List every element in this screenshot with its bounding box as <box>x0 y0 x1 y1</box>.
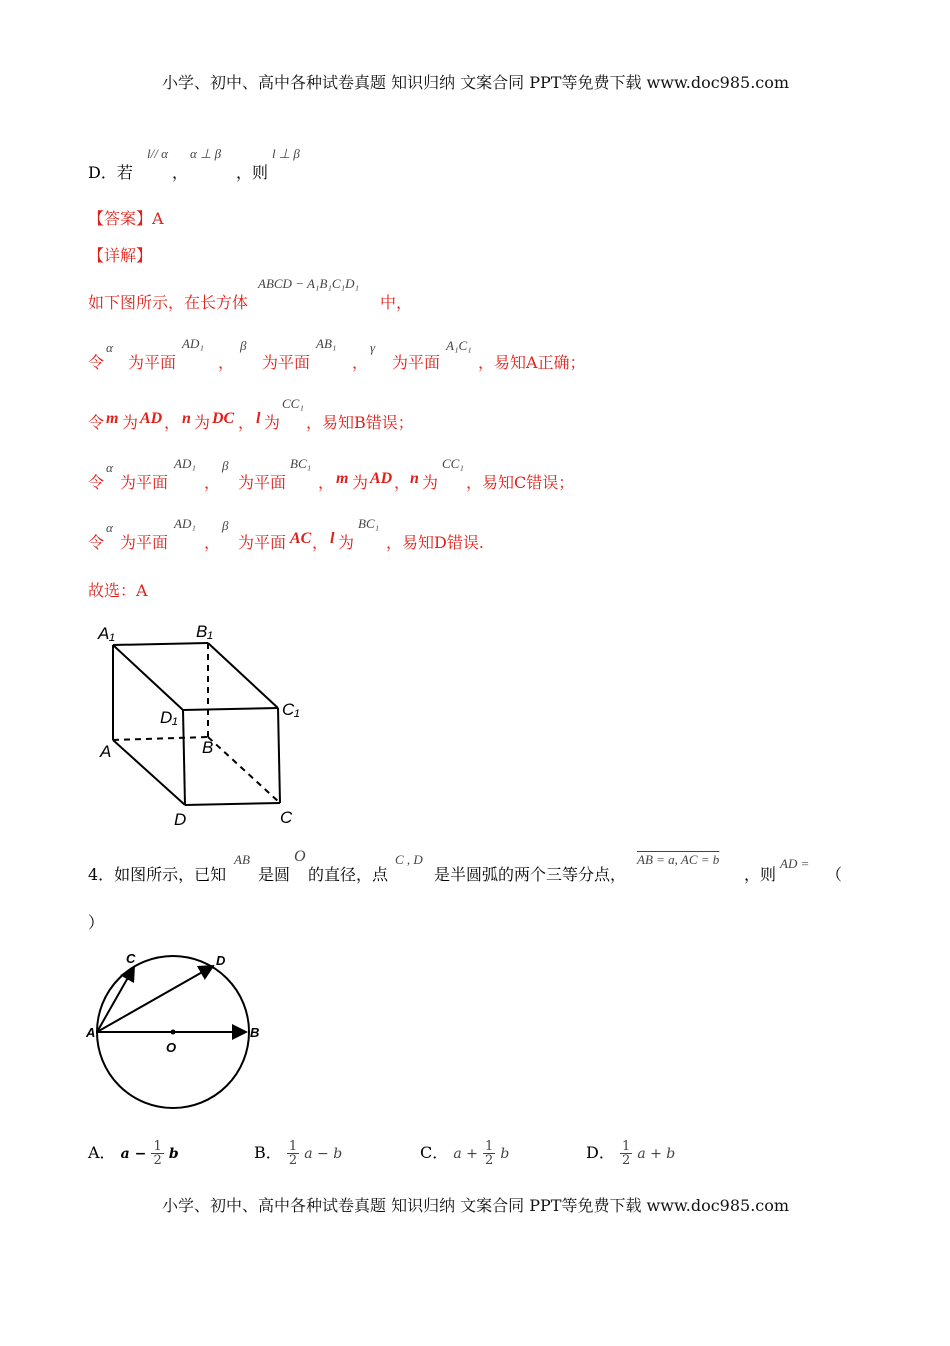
line3-t2: 为 <box>122 413 139 432</box>
choose-line: 故选：A <box>88 581 148 600</box>
line4-t5: ， <box>318 473 335 492</box>
line5-t2: 为平面 <box>120 533 169 552</box>
edge-a1-b1 <box>113 643 208 645</box>
edge-d1-c1 <box>183 708 278 710</box>
line4-t3: ， <box>204 473 221 492</box>
line5-t1: 令 <box>88 533 105 552</box>
line3-t6: 为 <box>264 413 281 432</box>
line5-t4: 为平面 <box>238 533 287 552</box>
line5-beta: β <box>222 518 229 533</box>
edge-d1-d <box>183 710 185 805</box>
line2-alpha: α <box>106 340 113 355</box>
label-a1: A₁ <box>98 624 115 643</box>
cuboid-figure <box>90 615 320 835</box>
detail-line-1-math: ABCD − A₁B₁C₁D₁ <box>258 276 359 291</box>
line2-t7: ，易知A正确； <box>478 353 586 372</box>
center-dot <box>171 1030 176 1035</box>
line3-n: n <box>182 410 191 427</box>
option-d[interactable] <box>586 1140 675 1167</box>
q4-ab: AB <box>234 852 250 867</box>
line2-t1: 令 <box>88 353 105 372</box>
option-c-label: C． <box>420 1143 449 1162</box>
line2-plane-2: AB₁ <box>316 336 337 351</box>
detail-line-1-pre: 如下图所示，在长方体 <box>88 293 249 312</box>
q4-pre: 4．如图所示，已知 <box>88 865 227 884</box>
detail-label: 【详解】 <box>88 246 153 265</box>
answer-label: 【答案】A <box>88 209 164 228</box>
line4-t2: 为平面 <box>120 473 169 492</box>
option-b-label: B． <box>254 1143 282 1162</box>
q4-close: ） <box>88 913 105 932</box>
q4-o: O <box>294 848 306 865</box>
line4-t6: 为 <box>352 473 369 492</box>
q4-t4: ，则 <box>744 865 777 884</box>
detail-line-1-post: 中， <box>380 293 413 312</box>
option-c-fraction: $\frac{1}{2}$ <box>484 1139 494 1168</box>
option-a-label: A． <box>88 1143 116 1162</box>
edge-a-b <box>113 737 208 740</box>
option-c-post: b <box>500 1146 510 1162</box>
line3-t5: ， <box>238 413 255 432</box>
line4-beta: β <box>222 458 229 473</box>
circle-label-b: B <box>250 1025 260 1040</box>
line4-t9: ，易知C错误； <box>466 473 575 492</box>
line2-gamma: γ <box>370 340 376 355</box>
q4-t5: （ <box>826 865 843 884</box>
vector-ad <box>97 966 213 1032</box>
edge-b-c <box>208 737 280 803</box>
line2-t6: 为平面 <box>392 353 441 372</box>
label-c: C <box>280 808 293 827</box>
label-d: D <box>174 810 187 829</box>
line3-cc: CC₁ <box>282 396 304 411</box>
line5-bc: BC₁ <box>358 516 380 531</box>
line4-t8: 为 <box>422 473 439 492</box>
edge-b1-c1 <box>208 643 278 708</box>
circle-label-d: D <box>216 953 226 968</box>
line3-t3: ， <box>164 413 181 432</box>
line5-t7: ，易知D错误. <box>386 533 484 552</box>
line3-t7: ，易知B错误； <box>306 413 414 432</box>
line4-plane-1: AD₁ <box>174 456 196 471</box>
option-a[interactable] <box>88 1140 179 1167</box>
line4-n: n <box>410 470 419 487</box>
option-d-fraction: $\frac{1}{2}$ <box>621 1139 631 1168</box>
option-d-post: a + b <box>637 1146 676 1162</box>
line4-plane-2: BC₁ <box>290 456 312 471</box>
circle-label-c: C <box>126 951 136 966</box>
edge-c1-c <box>278 708 280 803</box>
option-d-sep-1: ， <box>172 163 189 182</box>
option-b-post: a − b <box>304 1146 343 1162</box>
line4-cc: CC₁ <box>442 456 464 471</box>
option-c-pre: a + <box>453 1146 478 1162</box>
line2-beta: β <box>240 338 247 353</box>
option-d-math-3: l ⊥ β <box>272 146 300 161</box>
line4-alpha: α <box>106 460 113 475</box>
option-d-sep-2: ，则 <box>236 163 269 182</box>
edge-a1-d1 <box>113 645 183 710</box>
circle-label-o: O <box>166 1040 177 1055</box>
line3-l: l <box>256 410 261 427</box>
line4-t1: 令 <box>88 473 105 492</box>
option-a-pre: a − <box>120 1146 147 1162</box>
option-a-fraction: $\frac{1}{2}$ <box>153 1139 162 1168</box>
q4-ad: AD = <box>780 856 810 871</box>
label-d1: D₁ <box>160 708 178 727</box>
line2-plane-1: AD₁ <box>182 336 204 351</box>
label-c1: C₁ <box>282 700 300 719</box>
line5-plane-1: AD₁ <box>174 516 196 531</box>
q4-cd: C , D <box>395 852 423 867</box>
line4-m: m <box>336 470 349 487</box>
edge-d-c <box>185 803 280 805</box>
line4-t4: 为平面 <box>238 473 287 492</box>
line5-alpha: α <box>106 520 113 535</box>
q4-t1: 是圆 <box>258 865 291 884</box>
label-b1: B₁ <box>196 622 213 641</box>
option-b[interactable] <box>254 1140 342 1167</box>
q4-vectors: AB = a, AC = b <box>637 852 720 867</box>
q4-t2: 的直径，点 <box>308 865 389 884</box>
line4-ad: AD <box>370 470 393 487</box>
line2-t2: 为平面 <box>128 353 177 372</box>
line3-t4: 为 <box>194 413 211 432</box>
option-c[interactable] <box>420 1140 509 1167</box>
line3-m: m <box>106 410 119 427</box>
label-a: A <box>100 742 112 761</box>
line2-t5: ， <box>352 353 369 372</box>
edge-a-d <box>113 740 185 805</box>
line5-l: l <box>330 530 335 547</box>
page-footer: 小学、初中、高中各种试卷真题 知识归纳 文案合同 PPT等免费下载 www.doc985.com <box>162 1196 790 1215</box>
line3-t1: 令 <box>88 413 105 432</box>
line2-plane-3: A₁C₁ <box>446 338 472 353</box>
line5-t3: ， <box>204 533 221 552</box>
line5-t5: ， <box>312 533 329 552</box>
option-d-math-2: α ⊥ β <box>190 146 222 161</box>
line4-t7: ， <box>394 473 411 492</box>
page-header: 小学、初中、高中各种试卷真题 知识归纳 文案合同 PPT等免费下载 www.doc985.com <box>162 73 790 92</box>
circle-label-a: A <box>86 1025 96 1040</box>
line2-t4: 为平面 <box>262 353 311 372</box>
line3-dc: DC <box>212 410 235 427</box>
line2-t3: ， <box>218 353 235 372</box>
line3-ad: AD <box>140 410 163 427</box>
label-b: B <box>202 738 214 757</box>
q4-t3: 是半圆弧的两个三等分点， <box>434 865 627 884</box>
option-d-label: D．若 <box>88 163 133 182</box>
circle-figure <box>80 945 280 1115</box>
option-d-math-1: l// α <box>147 146 168 161</box>
line5-ac: AC <box>290 530 312 547</box>
option-d-choice-label: D． <box>586 1143 615 1162</box>
option-a-post: b <box>168 1146 179 1162</box>
line5-t6: 为 <box>338 533 355 552</box>
option-b-fraction: $\frac{1}{2}$ <box>288 1139 298 1168</box>
